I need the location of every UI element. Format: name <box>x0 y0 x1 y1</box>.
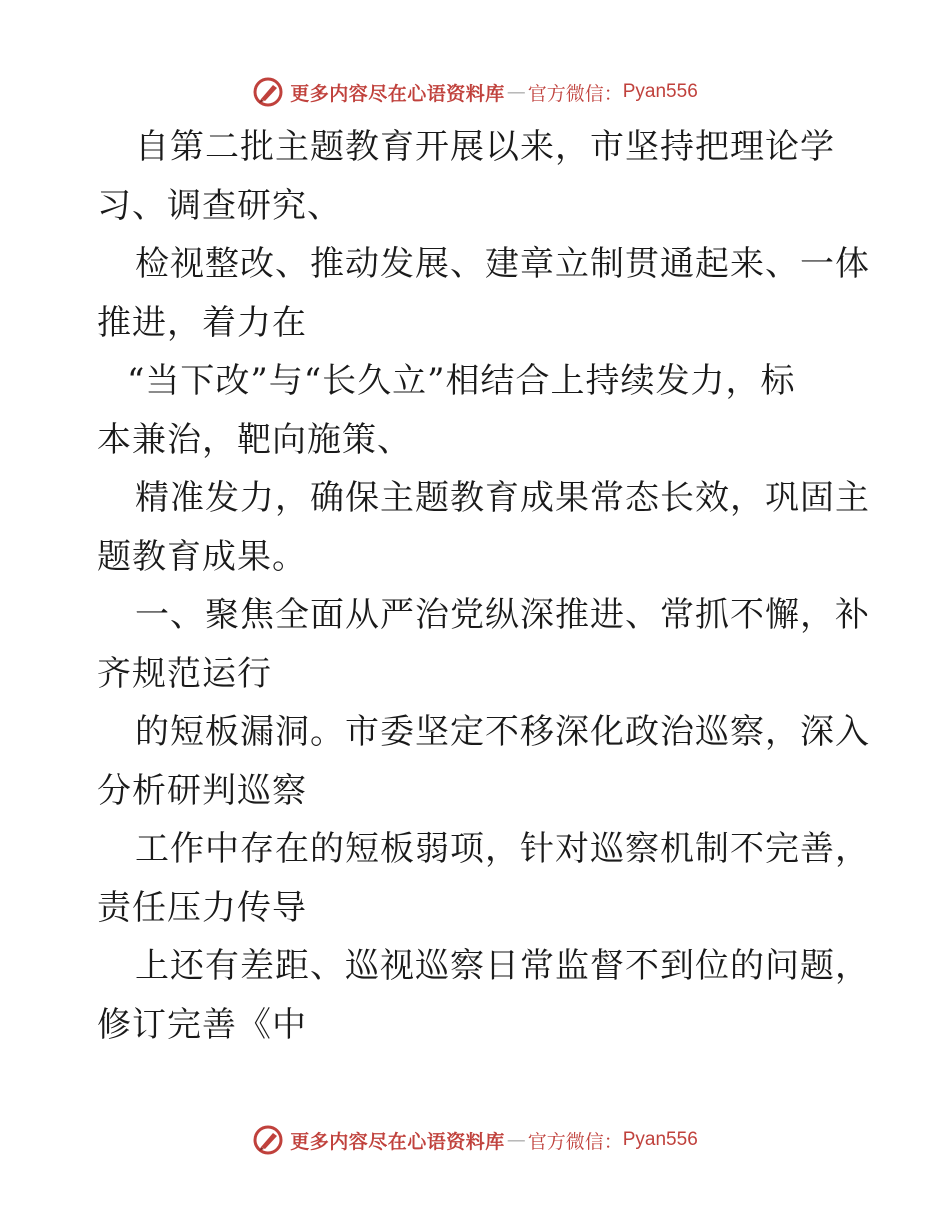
header-banner <box>0 72 950 112</box>
paragraph-line: 的短板漏洞。市委坚定不移深化政治巡察，深入 <box>135 712 870 752</box>
pen-logo-icon <box>252 1124 284 1156</box>
banner-wechat-id: Pyan556 <box>622 1129 698 1150</box>
paragraph-line: 习、调查研究、 <box>97 185 342 226</box>
banner-wechat-label: 官方微信： <box>527 82 623 105</box>
paragraph-line: 工作中存在的短板弱项，针对巡察机制不完善， <box>135 829 870 869</box>
banner-dash: — <box>506 1129 526 1151</box>
section-heading-line: 一、聚焦全面从严治党纵深推进、常抓不懈，补 <box>135 595 870 635</box>
paragraph-line: “当下改”与“长久立”相结合上持续发力，标 <box>127 361 796 401</box>
banner-wechat-label: 官方微信： <box>527 1130 623 1153</box>
paragraph-line: 题教育成果。 <box>97 536 307 577</box>
paragraph-line: 上还有差距、巡视巡察日常监督不到位的问题， <box>135 946 870 986</box>
paragraph-line: 推进，着力在 <box>97 302 307 343</box>
paragraph-line: 责任压力传导 <box>97 887 307 928</box>
pen-logo-icon <box>252 76 284 108</box>
paragraph-line: 本兼治，靶向施策、 <box>97 419 412 460</box>
banner-dash: — <box>506 81 526 103</box>
paragraph-line: 精准发力，确保主题教育成果常态长效，巩固主 <box>135 478 870 518</box>
document-body <box>97 118 870 1054</box>
paragraph-line: 分析研判巡察 <box>97 770 307 811</box>
paragraph-line: 齐规范运行 <box>97 653 272 694</box>
banner-wechat-id: Pyan556 <box>622 81 698 102</box>
footer-banner <box>0 1120 950 1160</box>
banner-brand-text: 更多内容尽在心语资料库 <box>290 82 505 105</box>
banner-brand-text: 更多内容尽在心语资料库 <box>290 1130 505 1153</box>
paragraph-line: 自第二批主题教育开展以来，市坚持把理论学 <box>135 127 835 167</box>
paragraph-line: 修订完善《中 <box>97 1004 307 1045</box>
paragraph-line: 检视整改、推动发展、建章立制贯通起来、一体 <box>135 244 870 284</box>
